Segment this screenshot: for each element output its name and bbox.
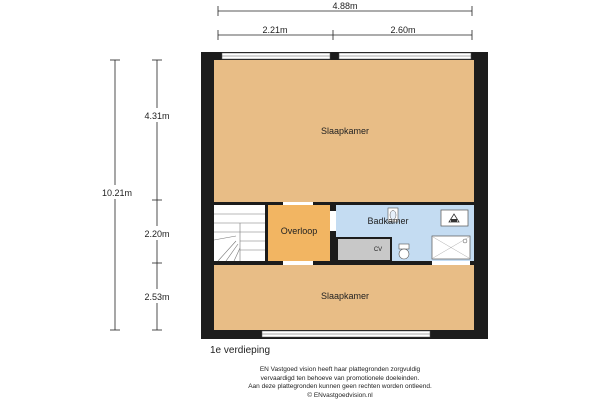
dim-depth-top: 4.31m xyxy=(144,111,170,121)
disclaimer xyxy=(195,366,485,400)
dim-depth-bottom: 2.53m xyxy=(144,292,170,302)
toilet-icon xyxy=(399,244,409,259)
floor-label: 1e verdieping xyxy=(210,345,271,356)
dim-depth-middle: 2.20m xyxy=(144,229,170,239)
door-bathroom xyxy=(330,211,336,231)
copyright: © ENvastgoedvision.nl xyxy=(307,391,373,399)
window-top-left xyxy=(222,53,330,59)
door-landing-top xyxy=(283,202,313,205)
dim-width-left: 2.21m xyxy=(262,25,288,35)
stairs xyxy=(214,205,265,261)
disclaimer-line: EN Vastgoed vision heeft haar plattegronden zorgvuldig xyxy=(259,366,421,373)
room-label-bathroom: Badkamer xyxy=(367,216,409,226)
room-label-landing: Overloop xyxy=(280,226,318,236)
door-landing-bottom xyxy=(283,261,313,265)
dim-total-depth: 10.21m xyxy=(101,188,133,198)
washbasin-icon xyxy=(441,210,468,226)
disclaimer-line: vervaardigd ten behoeve van promotionele doeleinden. xyxy=(260,374,420,382)
shower-icon xyxy=(432,236,470,259)
dim-width-right: 2.60m xyxy=(390,25,416,35)
room-label-cv: CV xyxy=(373,247,383,253)
window-top-right xyxy=(339,53,471,59)
cv-closet xyxy=(337,238,391,261)
window-bottom xyxy=(262,331,430,337)
door-bathroom-bottom xyxy=(432,261,470,265)
dimension-width-split xyxy=(218,30,472,40)
dim-total-width: 4.88m xyxy=(332,1,358,11)
room-label-bedroom-top: Slaapkamer xyxy=(320,126,370,136)
room-label-bedroom-bottom: Slaapkamer xyxy=(320,291,370,301)
disclaimer-line: Aan deze plattegronden kunnen geen rechten worden ontleend. xyxy=(248,383,432,390)
